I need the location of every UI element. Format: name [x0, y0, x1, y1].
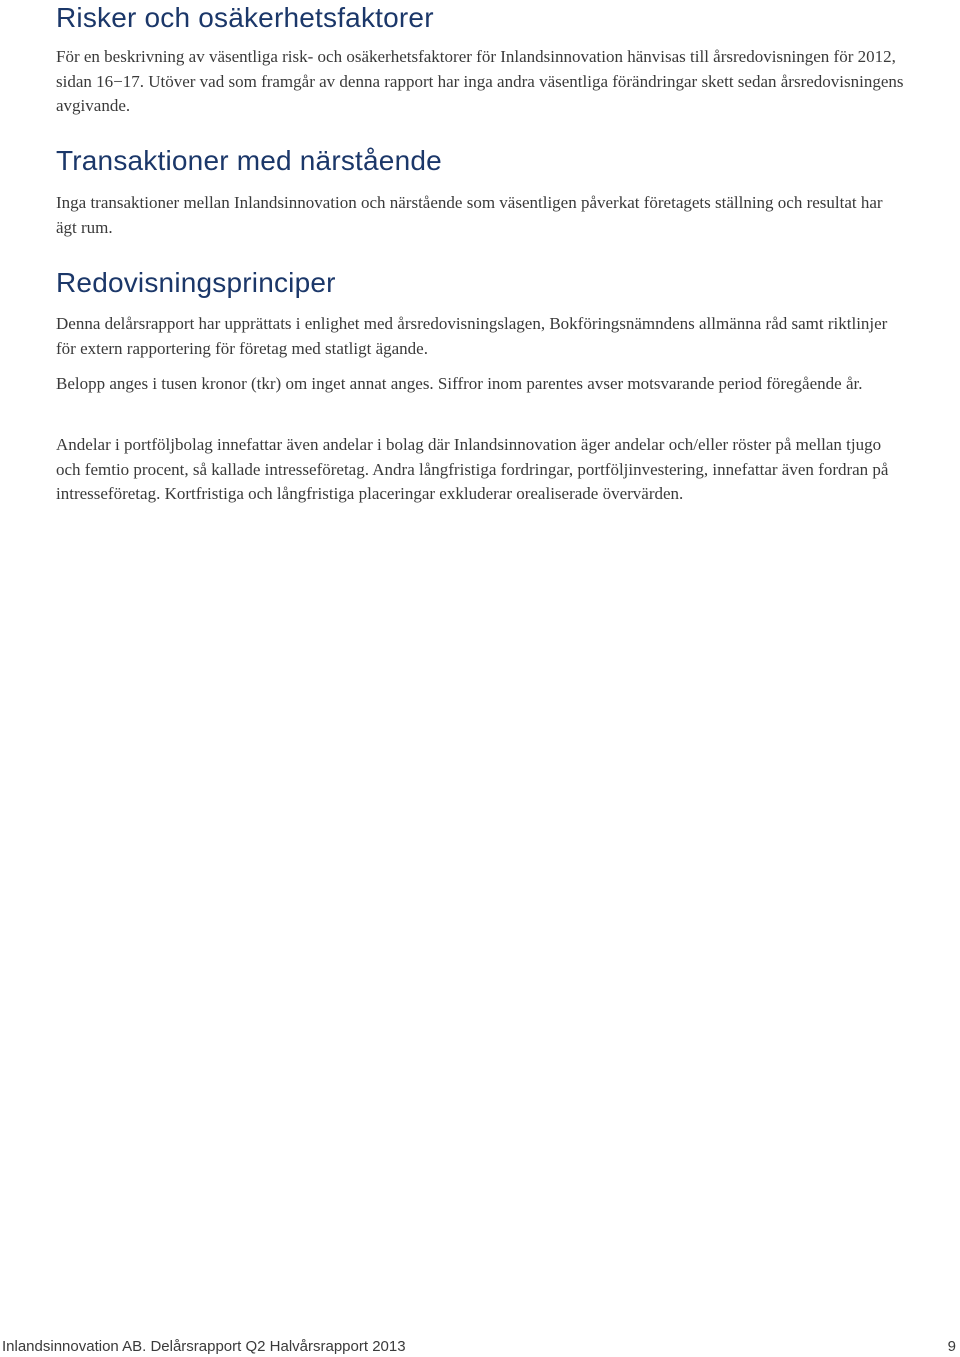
paragraph-accounting-2: Belopp anges i tusen kronor (tkr) om inget annat anges. Siffror inom parentes avser motsvarande period föregående år. — [56, 374, 863, 393]
page-footer — [0, 1336, 960, 1357]
section-heading-accounting-principles: Redovisningsprinciper — [56, 267, 336, 298]
paragraph-accounting-1: Denna delårsrapport har upprättats i enlighet med årsredovisningslagen, Bokföringsnämndens allmänna råd samt riktlinjer för extern rapportering för företag med statligt ägande. — [56, 314, 888, 358]
section-heading-related-party: Transaktioner med närstående — [56, 145, 442, 176]
paragraph-accounting-3: Andelar i portföljbolag innefattar även andelar i bolag där Inlandsinnovation äger andelar och/eller röster på mellan tjugo och femtio procent, så kallade intresseföretag. Andra långfristiga fordringar, portföljinvestering, innefattar även fordran på intresseföretag. Kortfristiga och långfristiga placeringar exkluderar orealiserade övervärden. — [56, 435, 889, 503]
section-heading-risks: Risker och osäkerhetsfaktorer — [56, 2, 434, 33]
footer-page-number: 9 — [947, 1338, 956, 1355]
paragraph-related-party: Inga transaktioner mellan Inlandsinnovation och närstående som väsentligen påverkat företagets ställning och resultat har ägt rum. — [56, 193, 883, 237]
footer-document-title: Inlandsinnovation AB. Delårsrapport Q2 Halvårsrapport 2013 — [2, 1338, 406, 1355]
paragraph-risks: För en beskrivning av väsentliga risk- och osäkerhetsfaktorer för Inlandsinnovation hänvisas till årsredovisningen för 2012, sidan 16−17. Utöver vad som framgår av denna rapport har inga andra väsentliga förändringar skett sedan årsredovisningens avgivande. — [56, 47, 904, 115]
